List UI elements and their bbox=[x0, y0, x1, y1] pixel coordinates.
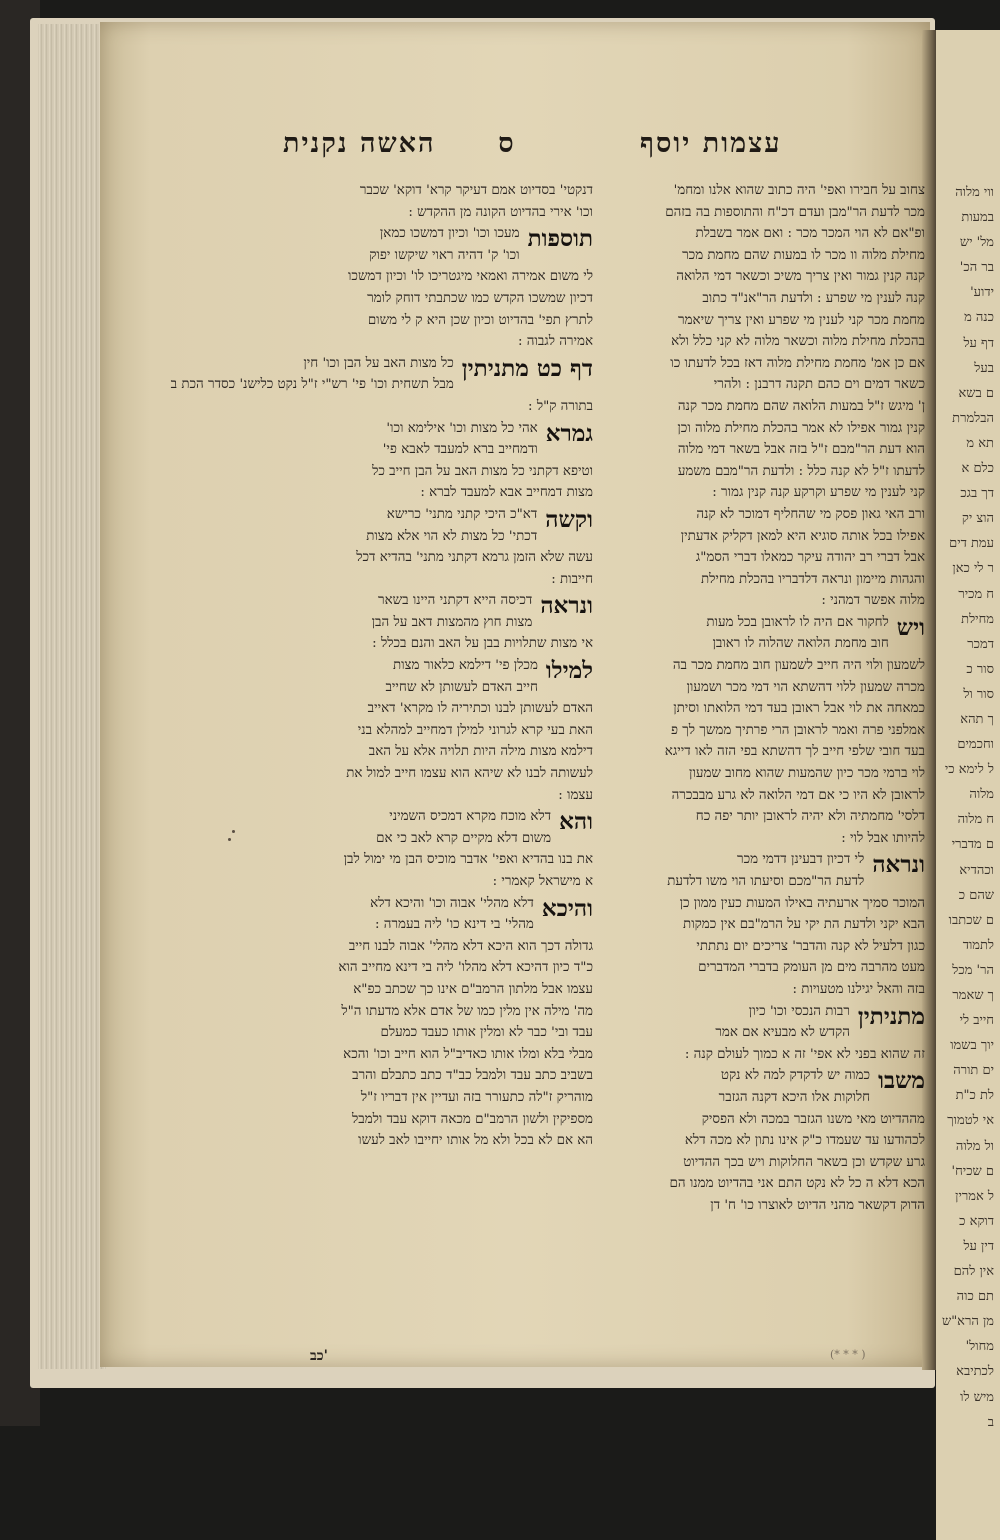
text-line: כמוה יש לדקדק למה לא נקט bbox=[720, 1068, 871, 1084]
folio-letter: ס bbox=[498, 128, 516, 159]
text-line: דכיון שמשכו הקדש כמו שכתבתי דוחק לומר bbox=[367, 290, 593, 306]
section-heading: למילו bbox=[545, 657, 593, 685]
running-head-left bbox=[283, 128, 516, 159]
facing-page-line: ל אמרין bbox=[955, 1188, 994, 1204]
text-line: חייבות : bbox=[551, 571, 593, 587]
text-line: כגון דלעיל לא קנה והדבר' צריכים יום נתתתי bbox=[696, 938, 925, 954]
facing-page-line: בר הכ' bbox=[959, 260, 994, 276]
commentary-section bbox=[170, 353, 593, 418]
facing-page-line: הר' מכל bbox=[952, 962, 994, 978]
text-line: מבלי בלא ומלו אותו כאדיב"ל הוא חייב וכו' והכא bbox=[343, 1046, 593, 1062]
commentary-section bbox=[600, 612, 925, 850]
text-line: רבות הנכסי וכו' כיון bbox=[748, 1003, 850, 1019]
text-line: מהלי' בי דינא כו' ליה בעמרה : bbox=[375, 917, 534, 933]
text-line: אם כן אמ' מחמת מחילת מלוה דאז בכל לדעתו כו bbox=[670, 355, 925, 371]
text-line: לדעת הר"מכם וסיעתו הוי משו דלדעת bbox=[667, 874, 865, 889]
text-line: צחוב על חבירו ואפי' היה כתוב שהוא אלנו ומחמ' bbox=[673, 183, 925, 198]
text-line: והגהות מיימון ונראה דלדבריו בהכלת מחילת bbox=[700, 571, 925, 587]
facing-page-line: ם בשא bbox=[958, 385, 994, 401]
text-line: חוב מחמת הלואה שהלוה לו ראובן bbox=[712, 636, 889, 652]
commentary-section bbox=[600, 849, 925, 1000]
section-heading: גמרא bbox=[545, 419, 593, 447]
facing-page-line: לת כ"ת bbox=[955, 1088, 994, 1104]
section-heading: תוספות bbox=[527, 225, 593, 253]
facing-page-line: שהם כ bbox=[958, 887, 994, 903]
facing-page-line: וחכמים bbox=[957, 737, 994, 753]
facing-page-line: תא מ bbox=[966, 435, 994, 451]
commentary-section bbox=[233, 806, 593, 892]
right-page-title: עצמות יוסף bbox=[640, 128, 782, 159]
text-line: גדולה דכך הוא היכא דלא מהלי' אבוה לבנו חייב bbox=[348, 938, 593, 954]
text-line: כ"ד כיון דהיכא דלא מהלו' ליה בי דינא מחייב הוא bbox=[338, 960, 593, 976]
facing-page-line: תם כוה bbox=[956, 1289, 994, 1305]
text-line: דכיסה הייא דקתני היינו בשאר bbox=[378, 593, 533, 609]
text-line: מההדיוט מאי משנו הגזבר במכה ולא הפסיק bbox=[701, 1111, 925, 1127]
facing-page-line: ך שאמר bbox=[952, 988, 994, 1003]
text-line: לתרץ תפי' בהדיוט וכיון שכן היא ק לי משום bbox=[367, 312, 593, 328]
text-line: כל מצות האב על הבן וכו' חין bbox=[303, 355, 454, 371]
facing-page-line: ול מלוה bbox=[955, 1138, 994, 1154]
text-line: לכהודעו עד שעמדו כ"ק אינו נתון לא מכה דלא bbox=[684, 1133, 925, 1149]
text-line: מכרה שמעון ללוי דהשתא הוי דמי מכר ושמעון bbox=[686, 679, 925, 695]
text-line: דא"כ היכי קתני מתני' כרישא bbox=[386, 506, 538, 522]
text-line: הוא דעת הר"מבם ז"ל בזה אבל בשאר דמי מלוה bbox=[677, 442, 925, 458]
commentary-section bbox=[600, 1001, 925, 1066]
facing-page-line: הבלמרת bbox=[952, 410, 994, 426]
section-heading: והיכא bbox=[541, 894, 593, 922]
text-line: מוהריק ז"לה כתעורר בזה ועדיין אין דבריו ז"ל bbox=[360, 1089, 593, 1105]
text-line: גרע שקדש וכן בשאר החלוקות ויש בכך ההדיוט bbox=[683, 1154, 925, 1170]
text-line: ורב האי גאון פסק מי שהחליף דמוכר לא קנה bbox=[696, 506, 925, 522]
facing-page-line: ם שכתבו bbox=[948, 912, 994, 928]
text-line: ופ"אם לא הוי המכר מכר : ואם אמר בשבלת bbox=[695, 226, 925, 242]
commentary-section bbox=[233, 418, 593, 504]
text-line: עשה שלא הזמן גרמא דקתני מתני' בהדיא דכל bbox=[356, 550, 593, 566]
text-line: קני לענין מי שפרע וקרקע קנה קנין גמור : bbox=[712, 485, 925, 501]
section-heading: ונראה bbox=[872, 851, 925, 879]
text-line: בהכלת מחילת מלוה וכשאר מלוה לא קני כלל ולא bbox=[671, 334, 925, 350]
commentary-section bbox=[233, 655, 593, 806]
facing-page-line: יוך בשמו bbox=[950, 1038, 994, 1054]
text-line: מחילת מלוה וו מכר לו במעות שהם מחמת מכר bbox=[682, 247, 925, 263]
facing-page-line: לתמוד bbox=[962, 937, 994, 953]
text-line: חייב האדם לעשותן לא שחייב bbox=[385, 679, 538, 695]
facing-page-line: ך תהא bbox=[960, 711, 994, 727]
text-line: קנה קנין גמור ואין צריך משיכ וכשאר דמי הלואה bbox=[676, 269, 925, 285]
facing-page-line: ר לי כאן bbox=[952, 561, 994, 577]
facing-page-line: הוצ יק bbox=[961, 511, 994, 527]
section-heading: משבו bbox=[878, 1067, 925, 1095]
text-line: קנין גמור אפילו לא אמר בהכלת מחילת מלוה וכן bbox=[677, 420, 925, 436]
facing-page-line: אי לטמוך bbox=[947, 1113, 994, 1129]
facing-page-line: ם שכיח' bbox=[951, 1163, 994, 1179]
section-heading: מתניתין bbox=[857, 1002, 925, 1030]
text-line: מעכו וכו' וכיון דמשכו כמאן bbox=[379, 226, 520, 242]
text-line: הדוק דקשאר מהני הדיוט לאוצרו כו' ח' דן bbox=[710, 1197, 925, 1213]
text-line: הקדש לא מבעיא אם אמר bbox=[715, 1025, 850, 1041]
text-line: המוכר סמיך ארעתיה באילו המעות כעין ממון כן bbox=[679, 895, 925, 911]
facing-page-line: כלם א bbox=[961, 461, 994, 477]
text-line: קנה לענין מי שפרע : ולדעת הר"אנ"ד כתוב bbox=[702, 290, 925, 306]
page-edges bbox=[38, 24, 106, 1369]
text-line: מכר לדעת הר"מבן ועדם דכ"ח והתוספות בה בזהם bbox=[665, 204, 925, 220]
text-line: חלוקות אלו היכא דקנה הגזבר bbox=[718, 1089, 871, 1105]
text-line: אהי כל מצות וכו' אילימא וכו' bbox=[386, 420, 538, 436]
text-line: ן' מיגש ז"ל במעות הלואה שהם מחמת מכר קנה bbox=[677, 398, 925, 414]
facing-page-line: דין על bbox=[963, 1238, 994, 1254]
left-text-column bbox=[170, 180, 593, 1330]
facing-page-line: דף על bbox=[963, 335, 994, 351]
text-line: עצמו אבל מלתון הרמב"ם אינו כך שכתב כפ"א bbox=[353, 981, 593, 997]
facing-page-line: ב bbox=[987, 1414, 994, 1430]
text-line: דילמא מצות מילה היות תלויה אלא על האב bbox=[368, 744, 593, 760]
text-line: מספיקין ולשון הרמב"ם מכאה דוקא עבד ולמבל bbox=[351, 1111, 593, 1127]
text-line: הכא דלא ה כל לא נקט התם אני בהדיוט ממנו הם bbox=[669, 1176, 925, 1192]
text-line: מצות חוץ מהמצות דאב על הבן bbox=[371, 614, 533, 630]
facing-page-line: סור כ bbox=[966, 661, 994, 677]
facing-page-line: דך בגכ bbox=[960, 486, 994, 502]
text-line: דלא מוכח מקרא דמכיס השמיני bbox=[389, 809, 552, 825]
facing-page-fragment bbox=[936, 30, 1000, 1540]
text-line: אי מצות שתלויות בבן על האב והנם בכלל : bbox=[372, 636, 593, 652]
commentary-section bbox=[233, 590, 593, 655]
facing-page-line: בעל bbox=[974, 360, 994, 376]
facing-page-line: עמת דים bbox=[949, 536, 994, 552]
text-line: ודמחייב ברא למעבד לאבא פי' bbox=[382, 442, 538, 458]
text-line: בזה והאל יגילנו מטעויות : bbox=[792, 981, 925, 997]
right-text-column bbox=[600, 180, 925, 1330]
text-line: וטיפא דקתני כל מצות האב על הבן חייב כל bbox=[372, 463, 593, 479]
text-line: א מישראל קאמרי : bbox=[492, 874, 593, 889]
commentary-section bbox=[600, 1065, 925, 1216]
text-line: הא אם לא בכל ולא מל אותו יחייבו לאב לעשו bbox=[358, 1133, 593, 1149]
commentary-section bbox=[233, 223, 593, 353]
text-line: בשביב כתב עבד ולמבל כב"ד כתב כתבלם והרב bbox=[352, 1068, 593, 1084]
facing-page-line: אין להם bbox=[953, 1264, 994, 1280]
text-line: אמלפני פרה ואמר לראובן הרי פרתיך ממשך לך פ bbox=[670, 722, 925, 738]
facing-page-line: ים תורה bbox=[953, 1063, 994, 1079]
facing-page-line: סור ול bbox=[963, 686, 994, 702]
section-heading: והא bbox=[559, 808, 593, 836]
facing-page-line: במעות bbox=[961, 210, 994, 226]
facing-page-line: חייב לי bbox=[959, 1013, 994, 1029]
text-line: דכתי' כל מצות לא הוי אלא מצות bbox=[366, 528, 538, 544]
facing-page-line: מחול' bbox=[965, 1339, 994, 1355]
section-heading: ויש bbox=[896, 613, 925, 641]
facing-page-line: מחילת bbox=[961, 611, 994, 627]
facing-page-line: ל לימא כי bbox=[944, 762, 994, 778]
text-line: דלסי' מחמתיה ולא יהיה לראובן יותר יפה כח bbox=[695, 809, 925, 825]
facing-page-line: לכתיבא bbox=[956, 1364, 994, 1380]
facing-page-line: מיש לו bbox=[960, 1389, 994, 1405]
text-line: את בנו בהדיא ואפי' אדבר מוכיס הבן מי ימול לבן bbox=[343, 852, 593, 868]
text-line: מה' מילה אין מלין כמו של אדם אלא מדעתו ה"ל bbox=[341, 1003, 593, 1019]
text-line: וכו' ק' דהיה ראוי שיקשו יפוק bbox=[369, 247, 520, 263]
text-line: דלא מהלי' אבוה וכו' והיכא דלא bbox=[370, 895, 534, 911]
text-line: מעט מהרבה מים מן העומק בדברי המדברים bbox=[698, 960, 925, 976]
text-line: משום דלא מקיים קרא לאב כי אם bbox=[376, 830, 552, 846]
text-line: אבל דברי רב יהודה עיקר כמאלו דברי הסמ"ג bbox=[695, 550, 925, 566]
facing-page-line: כנה מ bbox=[964, 310, 994, 326]
facing-page-line: דוקא כ bbox=[959, 1213, 994, 1229]
facing-page-line: מלוה bbox=[969, 787, 994, 803]
facing-page-line: מל' יש bbox=[959, 235, 994, 251]
text-line: אמירה לגבוה : bbox=[517, 334, 593, 350]
catchword: כב' bbox=[310, 1348, 328, 1364]
facing-page-line: וכהדיא bbox=[959, 862, 994, 878]
facing-page-line: דמכר bbox=[967, 636, 994, 652]
facing-page-line: ידוע' bbox=[970, 285, 994, 301]
text-line: לראובן לא היו כי אם דמי הלואה לא גרע מבבכרה bbox=[671, 787, 925, 803]
text-line: האת בעי קרא לגרוני למילן דמחייב למהלא בני bbox=[357, 722, 593, 738]
text-line: כמאחה את לוי אבל ראובן בעד דמי הלואתו וסיתן bbox=[673, 701, 925, 717]
printer-mark: (* * * ) bbox=[830, 1348, 866, 1361]
text-line: לעשותה לבנו לא שיהא הוא עצמו חייב למול את bbox=[346, 766, 593, 782]
text-line: לשמעון ולוי היה חייב לשמעון חוב מחמת מכר בה bbox=[672, 658, 925, 674]
ink-speck bbox=[232, 830, 235, 833]
text-line: מבל תשחית וכו' פי' רש"י ז"ל נקט כלישנ' כסדר הכת ב bbox=[170, 377, 454, 393]
text-line: לחקור אם היה לו לראובן בכל מעות bbox=[706, 614, 889, 630]
text-line: לוי ברמי מכר כיון שהמעות שהוא מחוב שמעון bbox=[689, 766, 925, 782]
text-line: לי דכיון דבעינן דדמי מכר bbox=[737, 852, 865, 868]
section-heading: דף כט מתניתין bbox=[461, 354, 593, 382]
left-page-title: האשה נקנית bbox=[283, 128, 436, 159]
text-line: מחמת מכר קני לענין מי שפרע ואין צריך שיאמר bbox=[678, 312, 925, 328]
text-line: לדעתו ז"ל לא קנה כלל : ולדעת הר"מבם משמע bbox=[677, 463, 925, 479]
text-line: וכו' אירי בהדיוט הקונה מן ההקדש : bbox=[408, 204, 593, 220]
section-heading: ונראה bbox=[540, 592, 593, 620]
facing-page-line: ח מלוה bbox=[957, 812, 994, 828]
text-line: עצמו : bbox=[558, 787, 593, 803]
text-line: בתורה ק"ל : bbox=[528, 398, 593, 414]
text-line: אפילו בכל אותה סוגיא היא למאן דקליק אדעתין bbox=[680, 528, 925, 544]
commentary-section bbox=[233, 893, 593, 1152]
text-line: להיותו אבל לוי : bbox=[841, 830, 925, 846]
text-line: האדם לעשותן לבנו וכתיריה לו מקרא' דאייב bbox=[367, 701, 593, 717]
commentary-section bbox=[233, 504, 593, 590]
text-line: כשאר דמים וים כהם תקנה דרבנן : ולהרי bbox=[713, 377, 925, 393]
text-line: לי משום אמירה ואמאי מיגטריכו לו' וכיון דמשכו bbox=[347, 269, 593, 285]
running-head-right bbox=[640, 128, 782, 159]
text-line: דנקטי' בסדיוט אמם דעיקר קרא' דוקא' שכבר bbox=[359, 183, 593, 198]
text-line: עבד ובי' כבר לא ומלין אותו כעבד כמעלם bbox=[380, 1025, 593, 1041]
facing-page-line: ווי מלוה bbox=[955, 185, 994, 200]
text-line: זה שהוא בפני לא אפי' זה א כמוך לעולם קנה : bbox=[684, 1046, 925, 1062]
facing-page-line: ח מכיר bbox=[958, 586, 994, 602]
text-line: מכלן פי' דילמא כלאור מצות bbox=[392, 658, 538, 674]
text-line: הבא יקני ולדעת הת יקי על הרמ"בם אין כמקות bbox=[683, 917, 925, 933]
text-line: בעד חובי שלפי חייב לך דהשתא בפי הזה לאו דייגא bbox=[664, 744, 925, 760]
section-heading: וקשה bbox=[545, 505, 593, 533]
facing-page-line: מן הרא"ש bbox=[942, 1314, 994, 1330]
ink-speck bbox=[228, 838, 231, 841]
text-line: מלוה אפשר דמהני : bbox=[821, 593, 925, 609]
text-line: מצות דמחייב אבא למעבד לברא : bbox=[420, 485, 593, 501]
facing-page-line: ם מדברי bbox=[951, 837, 994, 853]
